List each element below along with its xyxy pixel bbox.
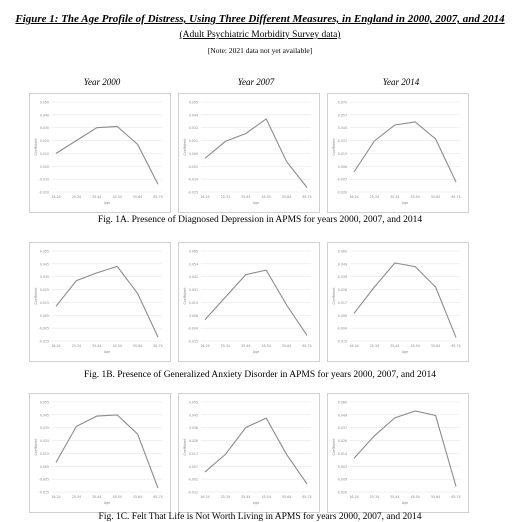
x-axis-title: Age [104, 501, 110, 505]
x-tick-label: 45-54 [411, 344, 420, 348]
y-tick-label: 0.006 [338, 314, 347, 318]
y-tick-label: -0.025 [188, 191, 198, 195]
y-tick-label: -0.002 [188, 478, 198, 482]
y-tick-label: 0.045 [40, 262, 49, 266]
x-tick-label: 25-34 [370, 344, 379, 348]
y-tick-label: 0.000 [40, 165, 49, 169]
y-axis-title: Coefficient [183, 287, 187, 305]
y-tick-label: 0.045 [40, 413, 49, 417]
y-tick-label: -0.015 [337, 340, 347, 344]
y-tick-label: 0.020 [40, 139, 49, 143]
y-tick-label: -0.020 [337, 491, 347, 495]
x-tick-label: 16-24 [200, 495, 209, 499]
y-tick-label: -0.009 [337, 478, 347, 482]
y-tick-label: 0.017 [189, 452, 198, 456]
x-axis-title: Age [253, 201, 259, 205]
x-tick-label: 35-44 [92, 344, 101, 348]
x-tick-label: 16-24 [349, 195, 358, 199]
y-tick-label: 0.031 [189, 288, 198, 292]
x-tick-label: 65-74 [451, 495, 460, 499]
series-line [354, 411, 456, 486]
x-tick-label: 16-24 [51, 344, 60, 348]
y-axis-title: Coefficient [34, 287, 38, 305]
x-tick-label: 65-74 [302, 344, 311, 348]
chart-life-not-worth-2000 [29, 393, 171, 513]
chart-svg [328, 243, 468, 361]
x-tick-label: 16-24 [349, 495, 358, 499]
y-tick-label: 0.055 [40, 401, 49, 405]
y-tick-label: 0.005 [40, 465, 49, 469]
x-tick-label: 35-44 [241, 195, 250, 199]
x-tick-label: 65-74 [153, 344, 162, 348]
y-tick-label: 0.010 [40, 152, 49, 156]
x-axis-title: Age [253, 350, 259, 354]
x-tick-label: 25-34 [370, 195, 379, 199]
x-tick-label: 35-44 [241, 344, 250, 348]
figure-note: [Note: 2021 data not yet available] [0, 46, 520, 55]
column-label-2000: Year 2000 [27, 77, 177, 87]
y-tick-label: 0.045 [189, 413, 198, 417]
y-tick-label: 0.015 [40, 301, 49, 305]
y-tick-label: 0.039 [338, 275, 347, 279]
chart-depression-2007 [178, 93, 320, 213]
x-tick-label: 35-44 [390, 495, 399, 499]
x-tick-label: 65-74 [451, 344, 460, 348]
series-line [56, 415, 158, 488]
y-tick-label: 0.036 [189, 426, 198, 430]
column-label-2014: Year 2014 [326, 77, 476, 87]
y-tick-label: 0.009 [189, 152, 198, 156]
y-tick-label: 0.055 [189, 101, 198, 105]
x-tick-label: 45-54 [411, 195, 420, 199]
chart-svg [30, 243, 170, 361]
y-axis-title: Coefficient [183, 438, 187, 456]
chart-depression-2014 [327, 93, 469, 213]
x-tick-label: 55-64 [282, 495, 291, 499]
x-tick-label: 25-34 [72, 195, 81, 199]
y-tick-label: 0.055 [189, 401, 198, 405]
x-tick-label: 55-64 [133, 495, 142, 499]
x-tick-label: 25-34 [221, 495, 230, 499]
series-line [354, 122, 456, 182]
x-tick-label: 65-74 [302, 195, 311, 199]
x-tick-label: 65-74 [302, 495, 311, 499]
y-tick-label: 0.030 [40, 126, 49, 130]
y-axis-title: Coefficient [332, 138, 336, 156]
x-tick-label: 16-24 [51, 195, 60, 199]
x-tick-label: 45-54 [411, 495, 420, 499]
y-axis-title: Coefficient [332, 287, 336, 305]
x-tick-label: 65-74 [153, 195, 162, 199]
y-tick-label: -0.014 [188, 178, 198, 182]
y-axis-title: Coefficient [34, 438, 38, 456]
y-tick-label: -0.004 [188, 327, 198, 331]
y-tick-label: 0.049 [338, 413, 347, 417]
x-tick-label: 65-74 [451, 195, 460, 199]
x-tick-label: 25-34 [370, 495, 379, 499]
x-axis-title: Age [402, 201, 408, 205]
y-tick-label: 0.057 [338, 113, 347, 117]
y-tick-label: 0.060 [338, 401, 347, 405]
y-tick-label: 0.017 [338, 301, 347, 305]
x-tick-label: 35-44 [241, 495, 250, 499]
x-tick-label: 16-24 [349, 344, 358, 348]
y-tick-label: -0.015 [188, 340, 198, 344]
x-tick-label: 35-44 [92, 195, 101, 199]
y-tick-label: -0.002 [188, 165, 198, 169]
y-tick-label: 0.019 [338, 152, 347, 156]
caption-fig-1c: Fig. 1C. Felt That Life is Not Worth Living in APMS for years 2000, 2007, and 2014 [0, 512, 520, 522]
x-tick-label: 45-54 [262, 195, 271, 199]
y-tick-label: -0.005 [39, 478, 49, 482]
x-tick-label: 45-54 [262, 495, 271, 499]
x-tick-label: 35-44 [92, 495, 101, 499]
y-tick-label: 0.026 [189, 439, 198, 443]
y-tick-label: 0.044 [338, 126, 347, 130]
y-tick-label: -0.020 [39, 191, 49, 195]
x-tick-label: 16-24 [51, 495, 60, 499]
y-tick-label: -0.020 [337, 191, 347, 195]
x-tick-label: 35-44 [390, 344, 399, 348]
y-tick-label: -0.012 [188, 491, 198, 495]
x-tick-label: 45-54 [113, 344, 122, 348]
x-tick-label: 35-44 [390, 195, 399, 199]
chart-svg [179, 394, 319, 512]
y-tick-label: 0.049 [338, 262, 347, 266]
chart-life-not-worth-2007 [178, 393, 320, 513]
x-axis-title: Age [253, 501, 259, 505]
column-label-2007: Year 2007 [181, 77, 331, 87]
x-tick-label: 16-24 [200, 344, 209, 348]
y-tick-label: 0.003 [338, 465, 347, 469]
x-axis-title: Age [104, 350, 110, 354]
chart-svg [328, 394, 468, 512]
y-tick-label: 0.060 [338, 250, 347, 254]
x-tick-label: 55-64 [282, 195, 291, 199]
x-tick-label: 25-34 [221, 344, 230, 348]
y-tick-label: -0.005 [39, 327, 49, 331]
y-tick-label: 0.007 [189, 465, 198, 469]
chart-svg [328, 94, 468, 212]
y-tick-label: 0.035 [40, 275, 49, 279]
y-tick-label: 0.055 [40, 250, 49, 254]
y-tick-label: 0.065 [189, 250, 198, 254]
chart-depression-2000 [29, 93, 171, 213]
x-axis-title: Age [402, 501, 408, 505]
x-tick-label: 45-54 [113, 495, 122, 499]
y-tick-label: -0.010 [39, 178, 49, 182]
y-tick-label: -0.015 [39, 491, 49, 495]
x-axis-title: Age [104, 201, 110, 205]
chart-svg [179, 243, 319, 361]
x-axis-title: Age [402, 350, 408, 354]
y-tick-label: -0.004 [337, 327, 347, 331]
y-tick-label: 0.008 [189, 314, 198, 318]
chart-anxiety-2014 [327, 242, 469, 362]
series-line [56, 126, 158, 184]
y-tick-label: 0.032 [189, 126, 198, 130]
x-tick-label: 16-24 [200, 195, 209, 199]
y-tick-label: 0.042 [189, 275, 198, 279]
y-tick-label: 0.015 [40, 452, 49, 456]
x-tick-label: 25-34 [72, 495, 81, 499]
y-tick-label: 0.070 [338, 101, 347, 105]
y-tick-label: -0.015 [39, 340, 49, 344]
series-line [205, 270, 307, 335]
y-tick-label: 0.025 [40, 439, 49, 443]
y-tick-label: 0.050 [40, 101, 49, 105]
y-tick-label: 0.054 [189, 262, 198, 266]
caption-fig-1a: Fig. 1A. Presence of Diagnosed Depression in APMS for years 2000, 2007, and 2014 [0, 215, 520, 225]
x-tick-label: 55-64 [282, 344, 291, 348]
figure-subtitle: (Adult Psychiatric Morbidity Survey data) [0, 30, 520, 40]
figure-title: Figure 1: The Age Profile of Distress, Using Three Different Measures, in England in 2000, 2007, and 2014 [0, 13, 520, 25]
y-tick-label: -0.007 [337, 178, 347, 182]
x-tick-label: 25-34 [221, 195, 230, 199]
y-tick-label: 0.035 [40, 426, 49, 430]
y-tick-label: 0.037 [338, 426, 347, 430]
y-tick-label: 0.031 [338, 139, 347, 143]
y-tick-label: 0.005 [40, 314, 49, 318]
x-tick-label: 45-54 [113, 195, 122, 199]
x-tick-label: 25-34 [72, 344, 81, 348]
y-axis-title: Coefficient [332, 438, 336, 456]
x-tick-label: 55-64 [431, 344, 440, 348]
y-tick-label: 0.026 [338, 439, 347, 443]
y-tick-label: 0.044 [189, 113, 198, 117]
caption-fig-1b: Fig. 1B. Presence of Generalized Anxiety Disorder in APMS for years 2000, 2007, and 2014 [0, 370, 520, 380]
y-axis-title: Coefficient [183, 138, 187, 156]
chart-life-not-worth-2014 [327, 393, 469, 513]
y-tick-label: 0.014 [338, 452, 347, 456]
x-tick-label: 55-64 [133, 344, 142, 348]
y-tick-label: 0.028 [338, 288, 347, 292]
x-tick-label: 45-54 [262, 344, 271, 348]
y-tick-label: 0.019 [189, 301, 198, 305]
x-tick-label: 55-64 [431, 195, 440, 199]
chart-svg [30, 394, 170, 512]
x-tick-label: 55-64 [133, 195, 142, 199]
chart-anxiety-2000 [29, 242, 171, 362]
series-line [354, 263, 456, 337]
y-tick-label: 0.021 [189, 139, 198, 143]
chart-svg [30, 94, 170, 212]
x-tick-label: 65-74 [153, 495, 162, 499]
x-tick-label: 55-64 [431, 495, 440, 499]
chart-anxiety-2007 [178, 242, 320, 362]
y-tick-label: 0.006 [338, 165, 347, 169]
y-tick-label: 0.040 [40, 113, 49, 117]
y-axis-title: Coefficient [34, 138, 38, 156]
chart-svg [179, 94, 319, 212]
y-tick-label: 0.025 [40, 288, 49, 292]
